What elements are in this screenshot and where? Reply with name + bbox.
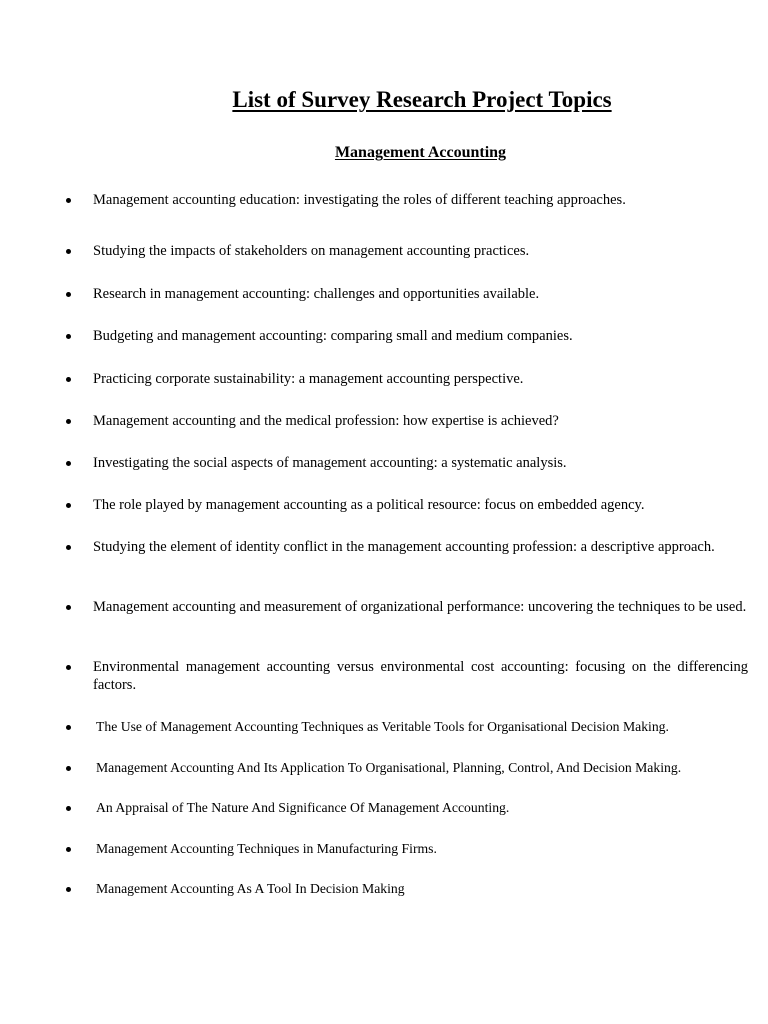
bullet-icon	[66, 461, 71, 466]
list-item	[93, 370, 748, 388]
list-item-text: Management accounting and measurement of organizational performance: uncovering the techniques to be used.	[93, 599, 747, 615]
list-item-text: The Use of Management Accounting Techniques as Veritable Tools for Organisational Decision Making.	[96, 719, 669, 734]
bullet-icon	[66, 503, 71, 508]
list-item	[93, 598, 748, 616]
list-item	[93, 538, 748, 556]
list-item	[93, 327, 748, 345]
bullet-icon	[66, 292, 71, 297]
list-item-text: Practicing corporate sustainability: a management accounting perspective.	[93, 371, 524, 387]
list-item	[96, 799, 751, 817]
bullet-icon	[66, 847, 71, 852]
list-item	[96, 840, 751, 858]
bullet-icon	[66, 249, 71, 254]
list-item	[96, 718, 751, 736]
bullet-icon	[66, 887, 71, 892]
bullet-icon	[66, 545, 71, 550]
bullet-icon	[66, 198, 71, 203]
list-item	[93, 285, 748, 303]
list-item-text: Investigating the social aspects of management accounting: a systematic analysis.	[93, 455, 567, 471]
list-item-text: An Appraisal of The Nature And Significance Of Management Accounting.	[96, 800, 510, 815]
bullet-icon	[66, 334, 71, 339]
list-item-text: Management Accounting And Its Application To Organisational, Planning, Control, And Decision Making.	[96, 760, 682, 775]
list-item	[93, 658, 748, 694]
bullet-icon	[66, 766, 71, 771]
list-item	[93, 454, 748, 472]
list-item-text: Research in management accounting: challenges and opportunities available.	[93, 286, 540, 302]
list-item-text: The role played by management accounting as a political resource: focus on embedded agency.	[93, 497, 645, 513]
list-item	[93, 496, 748, 514]
list-item	[93, 242, 748, 260]
section-heading: Management Accounting	[334, 144, 507, 161]
list-item-text: Management Accounting Techniques in Manufacturing Firms.	[96, 841, 437, 856]
document-title: List of Survey Research Project Topics	[232, 87, 612, 112]
bullet-icon	[66, 377, 71, 382]
bullet-icon	[66, 806, 71, 811]
bullet-icon	[66, 725, 71, 730]
list-item-text: Environmental management accounting versus environmental cost accounting: focusing on the differencing factors.	[93, 659, 748, 693]
list-item-text: Studying the impacts of stakeholders on management accounting practices.	[93, 243, 530, 259]
list-item-text: Budgeting and management accounting: comparing small and medium companies.	[93, 328, 573, 344]
bullet-icon	[66, 665, 71, 670]
bullet-icon	[66, 605, 71, 610]
list-item	[96, 759, 751, 777]
list-item	[93, 412, 748, 430]
list-item	[96, 880, 751, 898]
list-item-text: Management accounting education: investigating the roles of different teaching approaches.	[93, 192, 626, 208]
list-item-text: Management accounting and the medical profession: how expertise is achieved?	[93, 413, 559, 429]
bullet-icon	[66, 419, 71, 424]
list-item	[93, 191, 748, 209]
list-item-text: Management Accounting As A Tool In Decision Making	[96, 881, 405, 896]
list-item-text: Studying the element of identity conflict in the management accounting profession: a descriptive approach.	[93, 539, 715, 555]
